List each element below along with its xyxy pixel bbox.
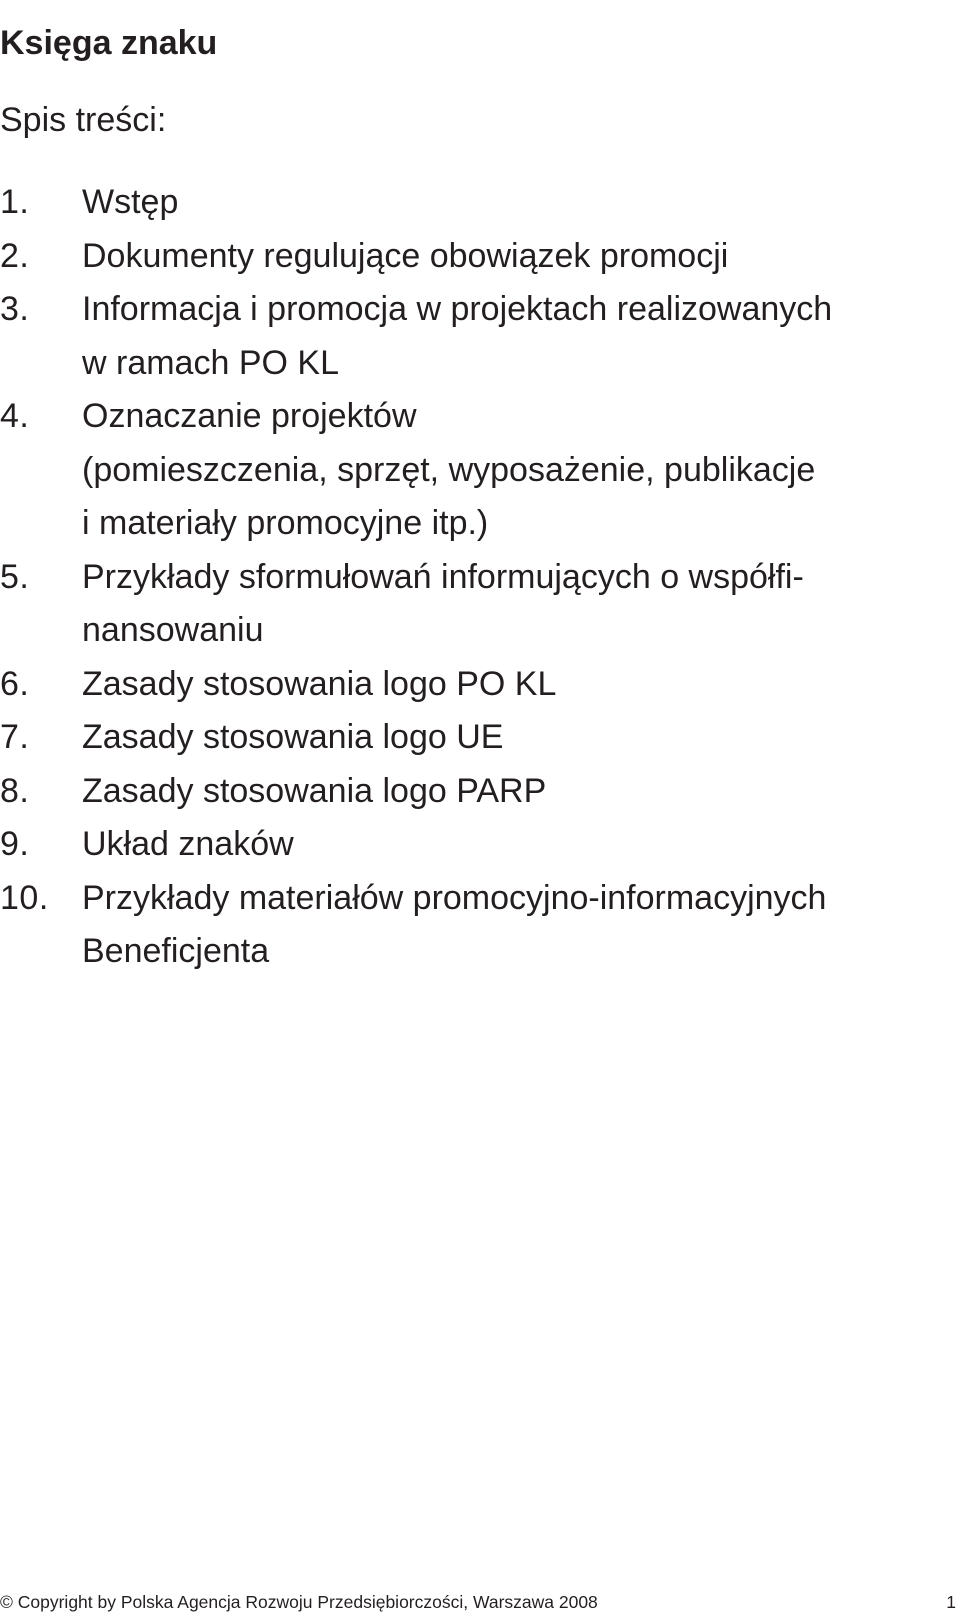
footer-copyright: © Copyright by Polska Agencja Rozwoju Przedsiębiorczości, Warszawa 2008 (0, 1592, 598, 1612)
toc-text: Przykłady sformułowań informujących o współfi- (82, 557, 804, 596)
toc-text: nansowaniu (82, 611, 264, 649)
toc-number: 4. (0, 397, 30, 435)
toc-number: 9. (0, 825, 30, 863)
toc-line-13 (0, 818, 920, 872)
toc-text: Zasady stosowania logo PO KL (82, 664, 557, 703)
table-of-contents (0, 176, 920, 979)
toc-number: 6. (0, 664, 30, 703)
toc-text: Przykłady materiałów promocyjno-informacyjnych (82, 878, 827, 917)
toc-line-3 (0, 283, 920, 337)
toc-heading: Spis treści: (0, 101, 167, 140)
toc-line-14 (0, 872, 920, 926)
toc-text: Dokumenty regulujące obowiązek promocji (82, 236, 729, 275)
toc-number: 1. (0, 183, 30, 221)
toc-text: (pomieszczenia, sprzęt, wyposażenie, publikacje (82, 450, 816, 489)
toc-text: Oznaczanie projektów (82, 397, 417, 435)
toc-number: 7. (0, 718, 30, 756)
page-number: 1 (946, 1592, 956, 1612)
toc-number: 3. (0, 290, 30, 328)
toc-line-12 (0, 765, 920, 819)
toc-line-7 (0, 497, 920, 551)
toc-text: Zasady stosowania logo PARP (82, 771, 547, 810)
toc-line-15 (0, 925, 920, 979)
toc-line-11 (0, 711, 920, 765)
toc-line-2 (0, 230, 920, 284)
toc-number: 5. (0, 557, 30, 596)
toc-text: Informacja i promocja w projektach realizowanych (82, 290, 833, 328)
toc-text: Układ znaków (82, 825, 294, 863)
toc-text: Wstęp (82, 183, 179, 221)
document-title: Księga znaku (0, 23, 218, 62)
toc-line-9 (0, 604, 920, 658)
toc-line-10 (0, 658, 920, 712)
toc-number: 8. (0, 771, 30, 810)
toc-line-4 (0, 337, 920, 391)
toc-text: Zasady stosowania logo UE (82, 718, 504, 756)
toc-line-6 (0, 444, 920, 498)
toc-number: 2. (0, 236, 30, 275)
toc-text: Beneficjenta (82, 932, 270, 970)
toc-line-1 (0, 176, 920, 230)
toc-number: 10. (0, 878, 49, 917)
toc-line-5 (0, 390, 920, 444)
toc-text: w ramach PO KL (82, 343, 339, 382)
toc-text: i materiały promocyjne itp.) (82, 504, 489, 542)
toc-line-8 (0, 551, 920, 605)
